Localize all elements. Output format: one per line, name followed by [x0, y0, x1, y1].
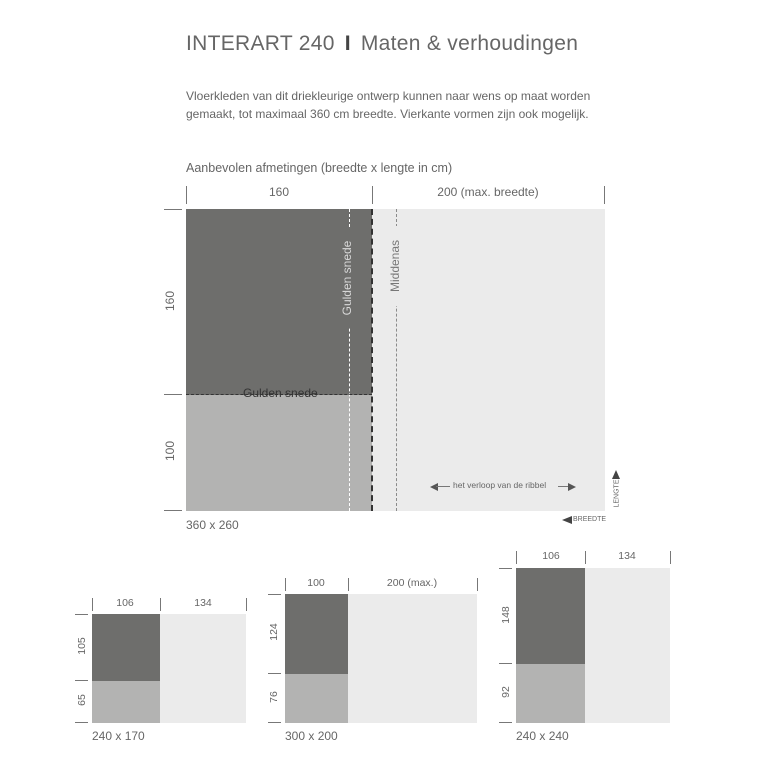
height-bottom-label: 76 — [268, 691, 280, 703]
width-left-label: 160 — [268, 185, 290, 199]
tick — [585, 551, 586, 564]
tick — [516, 551, 517, 564]
width-right-label: 134 — [618, 550, 636, 562]
tick — [499, 568, 512, 569]
height-top-label: 105 — [76, 637, 88, 655]
height-top-label: 160 — [163, 290, 177, 312]
mid-section — [186, 395, 372, 511]
arrow-left-icon — [562, 516, 572, 524]
main-size-label: 360 x 260 — [186, 518, 239, 532]
size-label: 240 x 240 — [516, 729, 569, 743]
mid-section — [285, 674, 348, 723]
tick — [164, 209, 182, 210]
width-left-label: 100 — [307, 577, 325, 589]
tick — [348, 578, 349, 591]
height-bottom-label: 100 — [163, 440, 177, 462]
arrow-line — [436, 486, 450, 487]
tick — [285, 578, 286, 591]
width-right-label: 200 (max.) — [386, 577, 438, 589]
tick — [604, 186, 605, 204]
tick — [164, 510, 182, 511]
tick — [246, 598, 247, 611]
mid-section — [516, 664, 585, 723]
tick — [499, 663, 512, 664]
mid-section — [92, 681, 160, 723]
arrow-left-icon — [430, 483, 438, 491]
width-left-label: 106 — [542, 550, 560, 562]
tick — [670, 551, 671, 564]
tick — [372, 186, 373, 204]
tick — [75, 722, 88, 723]
dark-section — [92, 614, 160, 681]
width-right-label: 200 (max. breedte) — [437, 185, 539, 199]
tick — [164, 394, 182, 395]
size-label: 300 x 200 — [285, 729, 338, 743]
height-bottom-label: 65 — [76, 694, 88, 706]
tick — [499, 722, 512, 723]
height-top-label: 148 — [500, 606, 512, 624]
rib-direction-label: het verloop van de ribbel — [453, 480, 547, 490]
title-main: INTERART 240 — [186, 32, 335, 55]
width-left-label: 106 — [116, 597, 134, 609]
light-section — [348, 594, 477, 723]
golden-cut-horizontal-label: Gulden snede — [243, 386, 318, 400]
title-separator: I — [344, 32, 351, 55]
tick — [160, 598, 161, 611]
arrow-right-icon — [568, 483, 576, 491]
tick — [268, 722, 281, 723]
title-sub: Maten & verhoudingen — [360, 32, 579, 55]
tick — [268, 594, 281, 595]
size-label: 240 x 170 — [92, 729, 145, 743]
light-section — [160, 614, 246, 723]
dark-section — [516, 568, 585, 664]
split-line — [371, 209, 373, 511]
tick — [268, 673, 281, 674]
dark-section — [285, 594, 348, 674]
height-bottom-label: 92 — [500, 686, 512, 698]
rib-direction — [430, 480, 576, 494]
intro-text: Vloerkleden van dit driekleurige ontwerp kunnen naar wens op maat worden gemaakt, tot maximaal 360 cm breedte. Vierkante vormen zijn ook mogelijk. — [186, 89, 591, 121]
length-label: LENGTE — [613, 479, 621, 508]
tick — [75, 614, 88, 615]
height-top-label: 124 — [268, 623, 280, 641]
page-title — [186, 32, 578, 56]
center-axis-label: Middenas — [388, 226, 404, 306]
tick — [75, 680, 88, 681]
width-right-label: 134 — [194, 597, 212, 609]
light-section — [372, 209, 605, 511]
tick — [477, 578, 478, 591]
tick — [186, 186, 187, 204]
width-label: BREEDTE — [573, 516, 607, 523]
light-section — [585, 568, 670, 723]
golden-cut-vertical-label: Gulden snede — [340, 228, 356, 328]
tick — [92, 598, 93, 611]
recommended-label: Aanbevolen afmetingen (breedte x lengte in cm) — [186, 161, 453, 175]
